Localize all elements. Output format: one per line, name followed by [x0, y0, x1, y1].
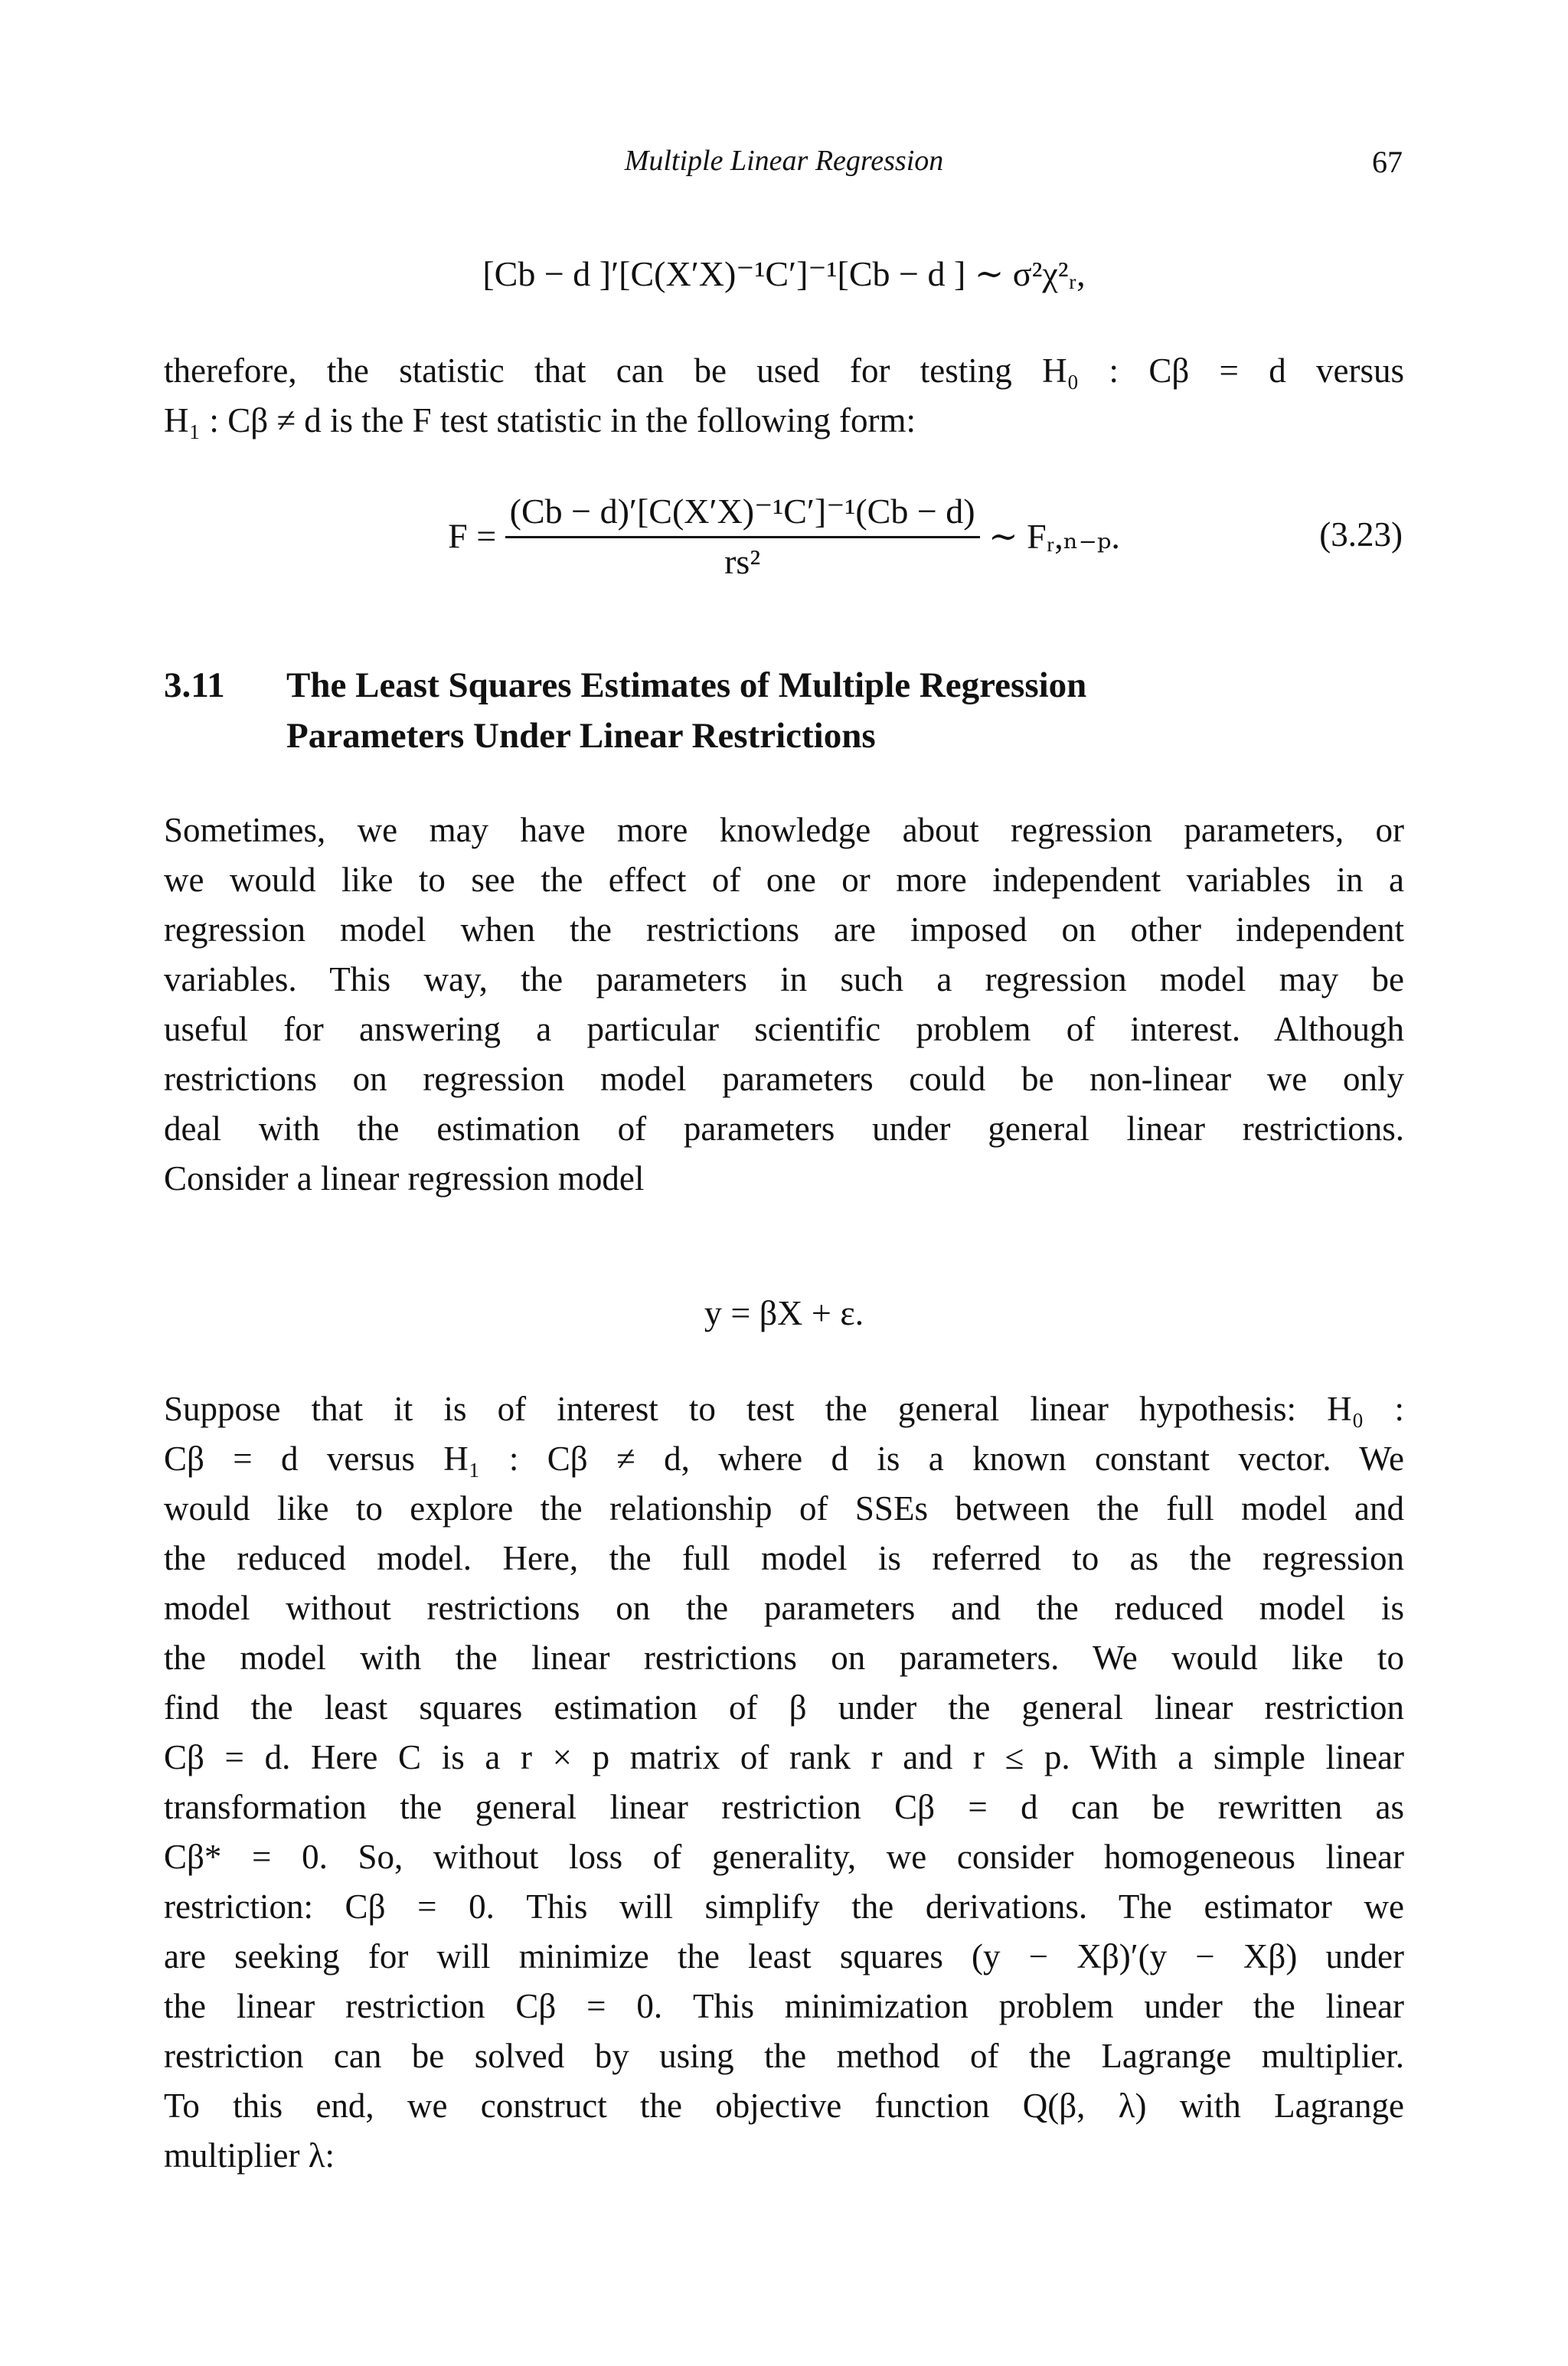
text-line: regression model when the restrictions are imposed on other independent [164, 910, 1404, 949]
text-line: To this end, we construct the objective function Q(β, λ) with Lagrange [164, 2087, 1404, 2125]
text-line: we would like to see the effect of one or more independent variables in a [164, 861, 1404, 899]
equation-f-fraction [505, 490, 980, 582]
text-line: multiplier λ: [164, 2136, 335, 2175]
text-line: Cβ = d versus H₁ : Cβ ≠ d, where d is a known constant vector. We [164, 1440, 1404, 1478]
equation-chi-square: [Cb − d ]′[C(X′X)⁻¹C′]⁻¹[Cb − d ] ∼ σ²χ²ᵣ, [482, 254, 1086, 293]
text-line: restriction: Cβ = 0. This will simplify the derivations. The estimator we [164, 1887, 1404, 1926]
text-line: variables. This way, the parameters in such a regression model may be [164, 960, 1404, 998]
page-number: 67 [1372, 145, 1403, 179]
text-line: the model with the linear restrictions on parameters. We would like to [164, 1639, 1404, 1677]
text-line: are seeking for will minimize the least squares (y − Xβ)′(y − Xβ) under [164, 1937, 1404, 1975]
text-line: Consider a linear regression model [164, 1159, 645, 1198]
text-line: the reduced model. Here, the full model is referred to as the regression [164, 1539, 1404, 1577]
text-line: Cβ = d. Here C is a r × p matrix of rank r and r ≤ p. With a simple linear [164, 1738, 1404, 1776]
equation-linear-model: y = βX + ε. [704, 1293, 864, 1332]
text-line: therefore, the statistic that can be used for testing H₀ : Cβ = d versus [164, 351, 1404, 390]
text-line: deal with the estimation of parameters under general linear restrictions. [164, 1109, 1404, 1148]
text-line: Sometimes, we may have more knowledge about regression parameters, or [164, 811, 1404, 849]
text-line: Suppose that it is of interest to test the general linear hypothesis: H₀ : [164, 1390, 1404, 1428]
paragraph-hypothesis [164, 1384, 1404, 2181]
section-title-line-2: Parameters Under Linear Restrictions [286, 716, 876, 756]
text-line: useful for answering a particular scientific problem of interest. Although [164, 1010, 1404, 1048]
text-line: model without restrictions on the parameters and the reduced model is [164, 1589, 1404, 1627]
paragraph-restrictions-intro [164, 806, 1404, 1204]
equation-f-numerator: (Cb − d)′[C(X′X)⁻¹C′]⁻¹(Cb − d) [505, 490, 980, 538]
paragraph-f-test-intro [164, 346, 1404, 446]
text-line: find the least squares estimation of β under the general linear restriction [164, 1688, 1404, 1727]
equation-f-denominator: rs² [724, 542, 761, 581]
text-line: restriction can be solved by using the method of the Lagrange multiplier. [164, 2037, 1404, 2075]
running-header-title: Multiple Linear Regression [624, 145, 944, 177]
equation-number: (3.23) [1319, 515, 1403, 554]
section-title-line-1: The Least Squares Estimates of Multiple Regression [286, 665, 1087, 705]
equation-f-rhs: ∼ Fᵣ,ₙ₋ₚ. [988, 517, 1120, 556]
text-line: Cβ* = 0. So, without loss of generality, we consider homogeneous linear [164, 1838, 1404, 1876]
text-line: H₁ : Cβ ≠ d is the F test statistic in the following form: [164, 401, 916, 440]
section-number: 3.11 [164, 665, 225, 705]
text-line: would like to explore the relationship of SSEs between the full model and [164, 1489, 1404, 1528]
text-line: the linear restriction Cβ = 0. This minimization problem under the linear [164, 1987, 1404, 2025]
equation-f-lhs: F = [448, 516, 497, 556]
text-line: transformation the general linear restriction Cβ = d can be rewritten as [164, 1788, 1404, 1826]
text-line: restrictions on regression model parameters could be non-linear we only [164, 1060, 1404, 1098]
